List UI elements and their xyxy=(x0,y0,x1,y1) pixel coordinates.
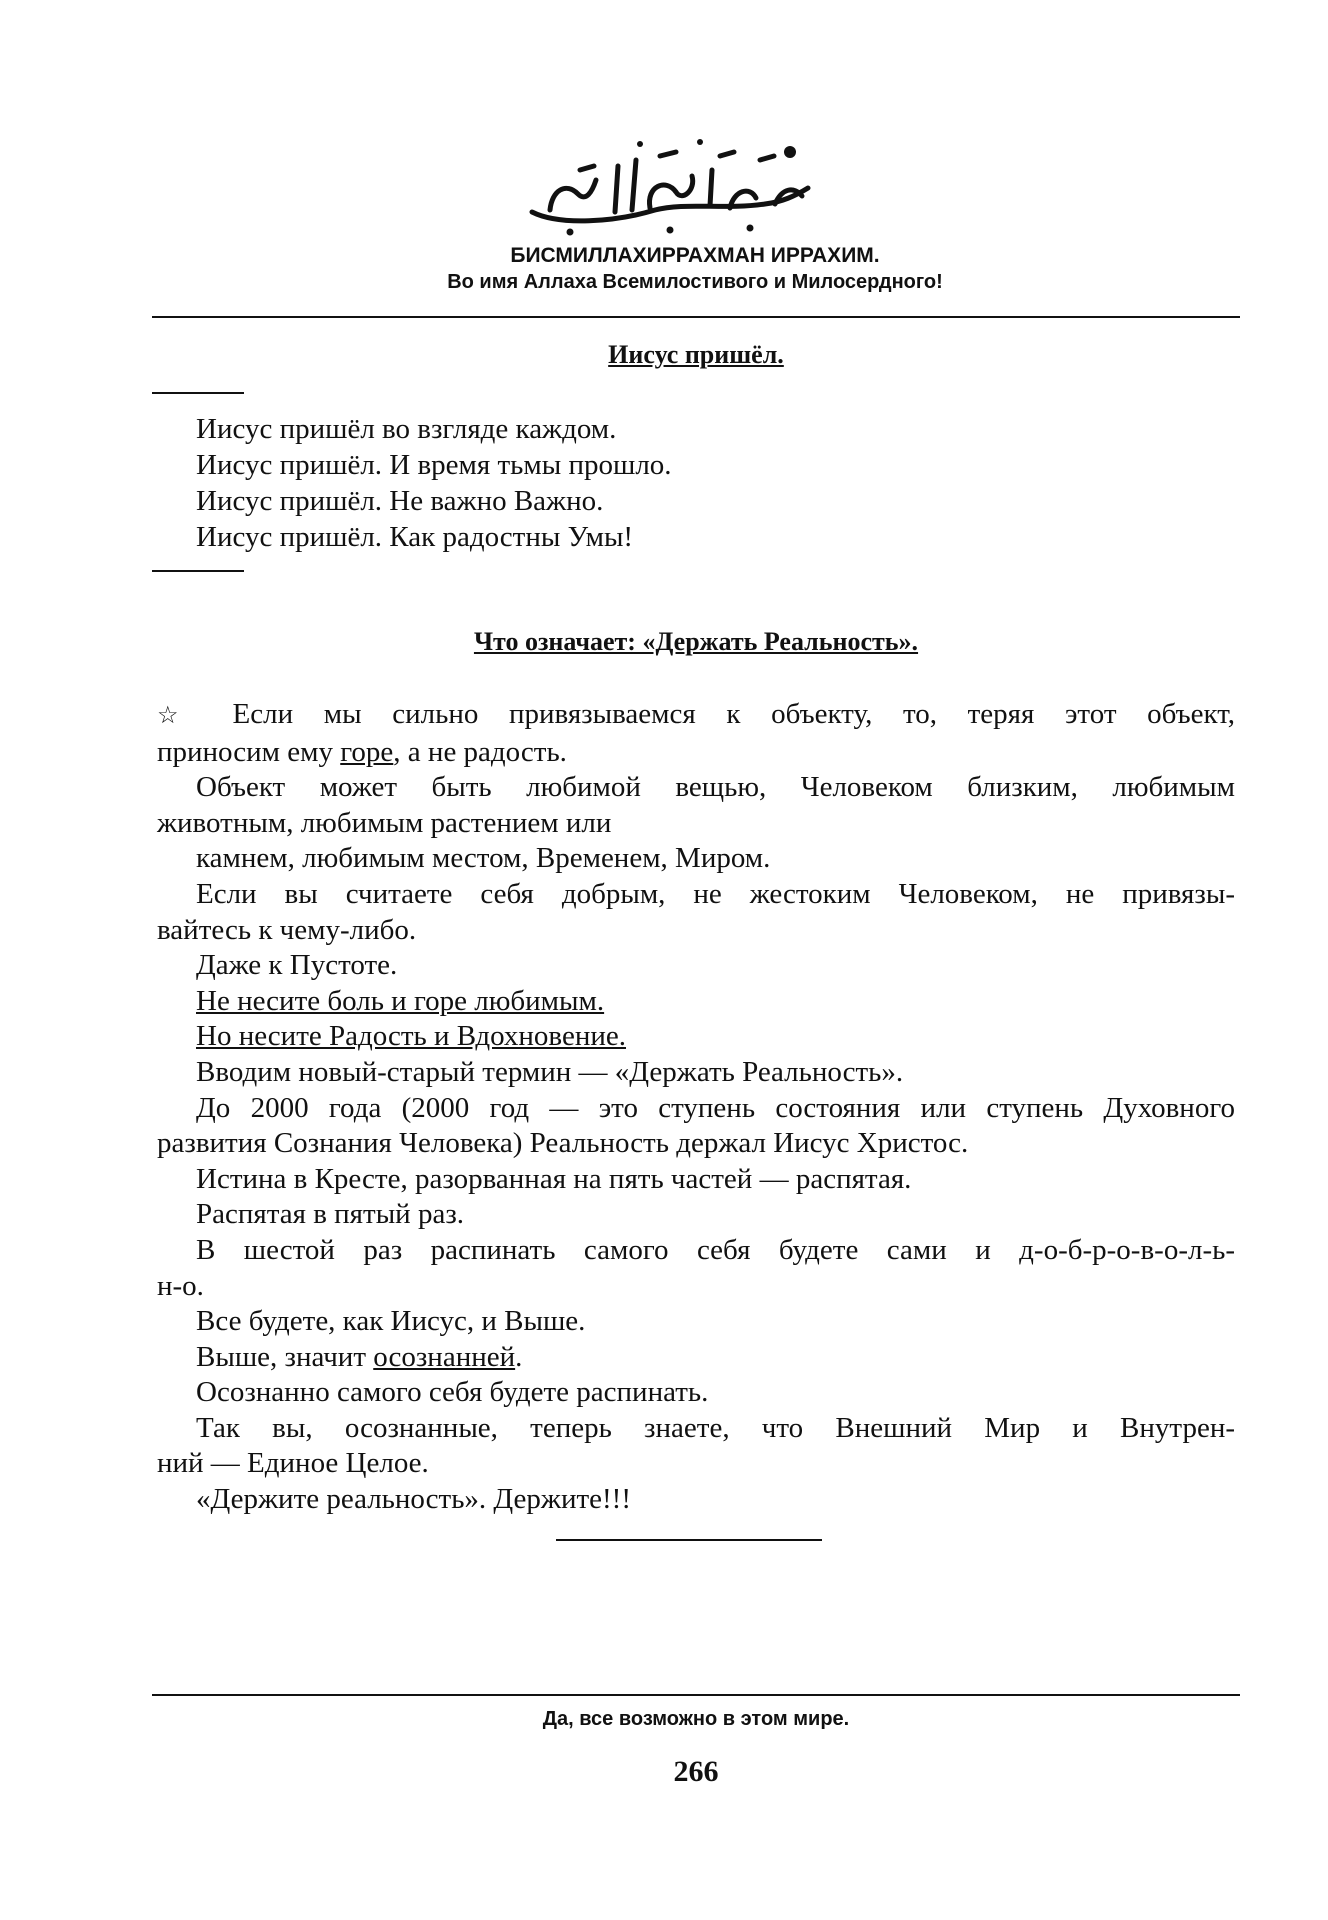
paragraph: Даже к Пустоте. xyxy=(196,949,398,982)
article-body xyxy=(157,697,1235,1518)
poem-line: Иисус пришёл. И время тьмы прошло. xyxy=(196,449,672,481)
paragraph: Так вы, осознанные, теперь знаете, что Внешний Мир и Внутрен- xyxy=(196,1411,1235,1444)
paragraph: Осознанно самого себя будете распинать. xyxy=(196,1376,709,1409)
paragraph: Вводим новый-старый термин — «Держать Реальность». xyxy=(196,1055,904,1088)
paragraph: В шестой раз распинать самого себя будете сами и д-о-б-р-о-в-о-л-ь- xyxy=(196,1233,1235,1266)
poem-top-rule xyxy=(152,392,244,394)
poem-line: Иисус пришёл. Не важно Важно. xyxy=(196,485,604,517)
paragraph: развития Сознания Человека) Реальность держал Иисус Христос. xyxy=(157,1127,969,1160)
paragraph: Истина в Кресте, разорванная на пять частей — распятая. xyxy=(196,1162,912,1195)
paragraph: Не несите боль и горе любимым. xyxy=(196,984,605,1017)
poem-line: Иисус пришёл. Как радостны Умы! xyxy=(196,521,634,553)
poem-title: Иисус пришёл. xyxy=(608,340,784,369)
poem-bottom-rule xyxy=(152,570,244,572)
paragraph: ний — Единое Целое. xyxy=(157,1447,429,1480)
page-number: 266 xyxy=(673,1755,719,1788)
paragraph: Распятая в пятый раз. xyxy=(196,1198,465,1231)
poem-line: Иисус пришёл во взгляде каждом. xyxy=(196,413,617,445)
article-end-rule xyxy=(556,1539,822,1541)
star-outline-icon: ☆ xyxy=(157,703,202,729)
paragraph: вайтесь к чему-либо. xyxy=(157,913,417,946)
paragraph: животным, любимым растением или xyxy=(157,806,612,839)
header-rule xyxy=(152,316,1240,318)
article-title: Что означает: «Держать Реальность». xyxy=(473,627,919,656)
paragraph: Объект может быть любимой вещью, Человеком близким, любимым xyxy=(196,771,1235,804)
footer-motto: Да, все возможно в этом мире. xyxy=(542,1708,850,1730)
footer-rule xyxy=(152,1694,1240,1696)
paragraph: Выше, значит осознанней. xyxy=(196,1340,523,1373)
paragraph: приносим ему горе, а не радость. xyxy=(157,735,567,768)
paragraph: н-о. xyxy=(157,1269,204,1302)
paragraph: До 2000 года (2000 год — это ступень состояния или ступень Духовного xyxy=(196,1091,1235,1124)
paragraph: Если вы считаете себя добрым, не жестоким Человеком, не привязы- xyxy=(196,877,1235,910)
paragraph: ☆ Если мы сильно привязываемся к объекту, то, теряя этот объект, xyxy=(157,698,1236,730)
paragraph: «Держите реальность». Держите!!! xyxy=(196,1483,631,1516)
bismillah-calligraphy xyxy=(520,130,820,240)
bismillah-translation: Во имя Аллаха Всемилостивого и Милосердного! xyxy=(447,271,943,293)
paragraph: камнем, любимым местом, Временем, Миром. xyxy=(196,842,771,875)
paragraph: Все будете, как Иисус, и Выше. xyxy=(196,1305,586,1338)
bismillah-transliteration: БИСМИЛЛАХИРРАХМАН ИРРАХИМ. xyxy=(510,244,880,267)
paragraph: Но несите Радость и Вдохновение. xyxy=(196,1020,626,1053)
poem-block xyxy=(196,411,672,555)
